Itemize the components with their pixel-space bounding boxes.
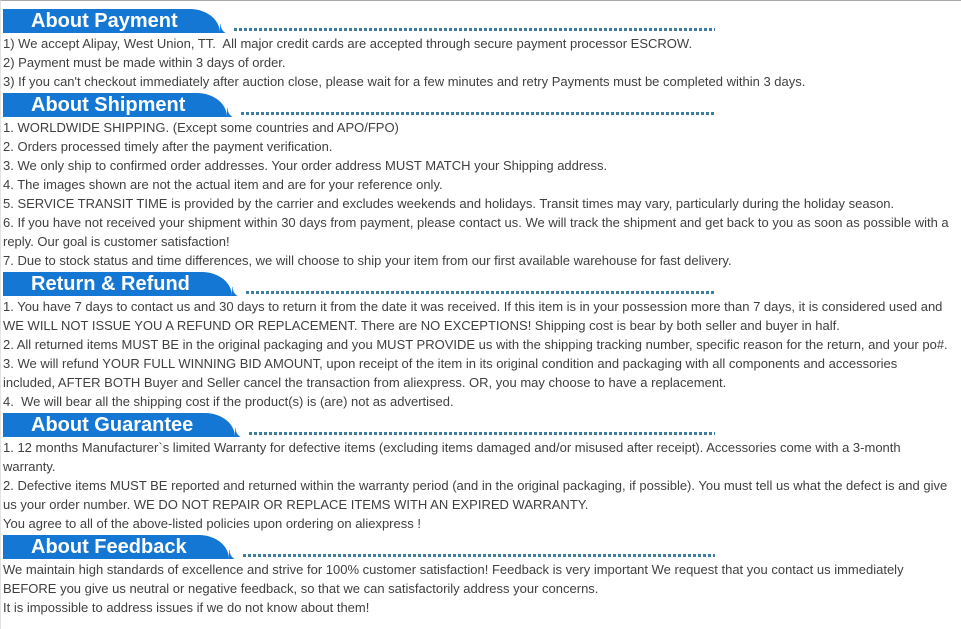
policy-line: 2) Payment must be made within 3 days of order. xyxy=(3,55,286,70)
policy-line: 2. All returned items MUST BE in the original packaging and you MUST PROVIDE us with the shipping tracking number, specific reason for the return, and your po#. xyxy=(3,337,948,352)
section-title: Return & Refund xyxy=(31,273,190,295)
section-ribbon xyxy=(3,9,220,33)
section-body xyxy=(3,118,953,270)
section-title: About Guarantee xyxy=(31,414,194,436)
section-title: About Payment xyxy=(31,10,178,32)
dotted-divider xyxy=(249,432,715,435)
dotted-divider xyxy=(246,291,715,294)
policy-line: We maintain high standards of excellence and strive for 100% customer satisfaction! Feedback is very important We request that you contact us immediately BEFORE you give us neutral or negative feedback, so that we can satisfactorily address your concerns. xyxy=(3,562,908,596)
section-return-refund xyxy=(3,272,949,411)
section-body xyxy=(3,560,949,617)
section-header xyxy=(3,9,715,33)
policy-line: 1. You have 7 days to contact us and 30 days to return it from the date it was received. If this item is in your possession more than 7 days, it is considered used and WE WILL NOT ISSUE YOU A REFUND OR REPLACEMENT. There are NO EXCEPTIONS! Shipping cost is bear by both seller and buyer in half. xyxy=(3,299,947,333)
policy-line: 4. We will bear all the shipping cost if the product(s) is (are) not as advertised. xyxy=(3,394,454,409)
dotted-divider xyxy=(241,112,715,115)
policy-line: It is impossible to address issues if we do not know about them! xyxy=(3,600,370,615)
policy-line: 3) If you can't checkout immediately after auction close, please wait for a few minutes and retry Payments must be completed within 3 days. xyxy=(3,74,806,89)
section-body xyxy=(3,34,949,91)
section-about-payment xyxy=(3,9,949,91)
section-header xyxy=(3,93,715,117)
dotted-divider xyxy=(234,28,715,31)
section-body xyxy=(3,297,949,411)
policy-line: 5. SERVICE TRANSIT TIME is provided by the carrier and excludes weekends and holidays. Transit times may vary, particularly during the holiday season. xyxy=(3,196,895,211)
section-title: About Shipment xyxy=(31,94,186,116)
section-ribbon xyxy=(3,535,229,559)
policy-line: 7. Due to stock status and time differences, we will choose to ship your item from our first available warehouse for fast delivery. xyxy=(3,253,732,268)
policy-line: 1) We accept Alipay, West Union, TT. All major credit cards are accepted through secure payment processor ESCROW. xyxy=(3,36,693,51)
section-ribbon xyxy=(3,93,227,117)
section-about-shipment xyxy=(3,93,953,270)
section-header xyxy=(3,413,715,437)
section-header xyxy=(3,535,715,559)
policy-line: 3. We only ship to confirmed order addresses. Your order address MUST MATCH your Shipping address. xyxy=(3,158,608,173)
policy-line: 3. We will refund YOUR FULL WINNING BID AMOUNT, upon receipt of the item in its original condition and packaging with all components and accessories included, AFTER BOTH Buyer and Seller cancel the transaction from aliexpress. OR, you may choose to have a replacement. xyxy=(3,356,901,390)
section-header xyxy=(3,272,715,296)
policy-line: 1. 12 months Manufacturer`s limited Warranty for defective items (excluding items damaged and/or misused after receipt). Accessories come with a 3-month warranty. xyxy=(3,440,905,474)
policy-line: You agree to all of the above-listed policies upon ordering on aliexpress ! xyxy=(3,516,421,531)
section-about-feedback xyxy=(3,535,949,617)
section-about-guarantee xyxy=(3,413,949,533)
policy-line: 4. The images shown are not the actual item and are for your reference only. xyxy=(3,177,443,192)
policy-line: 2. Orders processed timely after the payment verification. xyxy=(3,139,333,154)
section-ribbon xyxy=(3,413,235,437)
dotted-divider xyxy=(243,554,715,557)
policy-line: 1. WORLDWIDE SHIPPING. (Except some countries and APO/FPO) xyxy=(3,120,399,135)
section-title: About Feedback xyxy=(31,536,187,558)
section-ribbon xyxy=(3,272,232,296)
policy-line: 6. If you have not received your shipment within 30 days from payment, please contact us. We will track the shipment and get back to you as soon as possible with a reply. Our goal is customer satisfaction! xyxy=(3,215,953,249)
section-body xyxy=(3,438,949,533)
policy-line: 2. Defective items MUST BE reported and returned within the warranty period (and in the original packaging, if possible). You must tell us what the defect is and give us your order number. WE DO NOT REPAIR OR REPLACE ITEMS WITH AN EXPIRED WARRANTY. xyxy=(3,478,951,512)
